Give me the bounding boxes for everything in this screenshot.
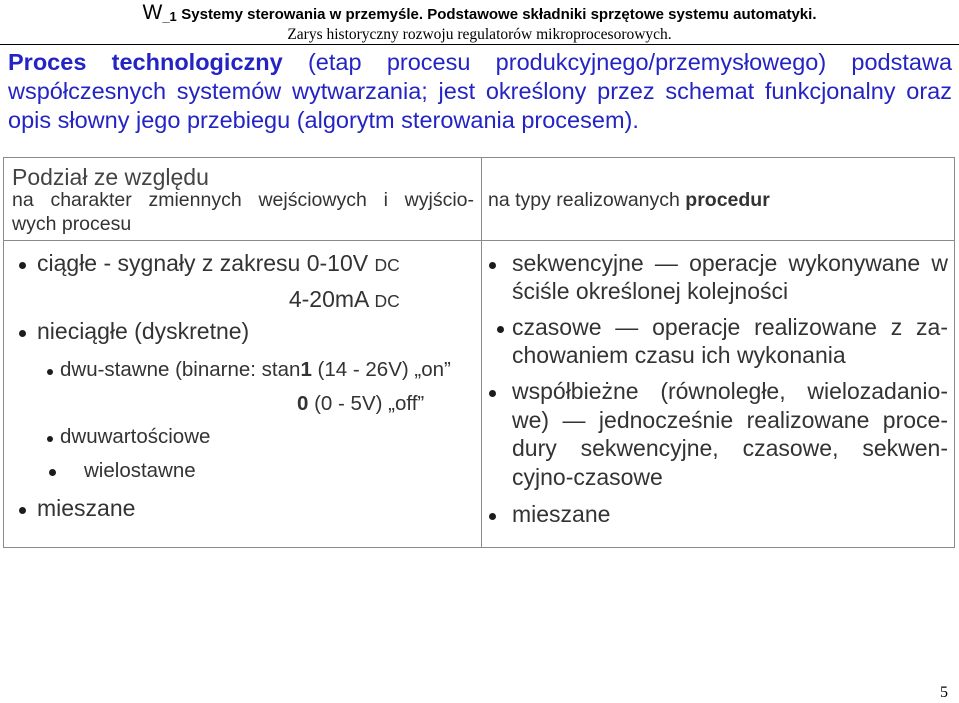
- item-line: we) — jednocześnie realizowane proce-: [512, 406, 948, 433]
- bullet-icon: [489, 390, 496, 397]
- item-line: chowaniem czasu ich wykonania: [512, 342, 846, 368]
- right-header-text: na typy realizowanych: [488, 189, 680, 211]
- intro-line: opis słowny jego przebiegu (algorytm sterowania procesem).: [8, 107, 639, 133]
- continuous-text: ciągłe - sygnały z zakresu 0-10V: [37, 250, 369, 276]
- two-state-on-value: 1: [300, 358, 312, 381]
- intro-line: współczesnych systemów wytwarzania; jest określony przez schemat funkcjonalny oraz: [8, 78, 952, 104]
- intro-text: (etap procesu produkcyjnego/przemysłowego) podstawa: [307, 49, 953, 75]
- list-item-mixed-right: [512, 500, 948, 528]
- bullet-icon: [19, 262, 26, 269]
- two-state-off-value: 0: [297, 392, 309, 415]
- list-item-discrete: nieciągłe (dyskretne): [37, 318, 250, 344]
- list-item-continuous: [37, 246, 400, 318]
- bullet-icon: [49, 469, 56, 476]
- bullet-icon: [19, 507, 26, 514]
- two-state-on-text: (14 - 26V) „on”: [317, 358, 451, 381]
- item-line: cyjno-czasowe: [512, 463, 663, 490]
- chapter-prefix: W: [142, 1, 163, 24]
- header-subtitle: Zarys historyczny rozwoju regulatorów mikroprocesorowych.: [287, 26, 672, 43]
- left-header-line: na charakter zmiennych wejściowych i wyjścio-: [12, 189, 474, 211]
- continuous-unit: DC: [374, 255, 400, 275]
- header-title: Systemy sterowania w przemyśle. Podstawowe składniki sprzętowe systemu automatyki.: [181, 6, 817, 23]
- list-item-timed: [512, 313, 948, 369]
- chapter-index: _1: [162, 9, 177, 24]
- page-header: [0, 2, 959, 28]
- item-line: sekwencyjne — operacje wykonywane w: [512, 250, 948, 276]
- two-state-off-text: (0 - 5V) „off”: [314, 392, 425, 415]
- bullet-icon: [47, 436, 53, 442]
- bullet-icon: [19, 330, 26, 337]
- right-header: [488, 188, 770, 212]
- continuous-alt-range-line: [37, 282, 400, 318]
- list-item-two-valued: dwuwartościowe: [60, 425, 211, 448]
- column-divider: [481, 158, 482, 547]
- classification-table: [3, 157, 955, 548]
- continuous-alt-unit: DC: [374, 291, 400, 311]
- two-state-off-line: [297, 391, 424, 417]
- bullet-icon: [497, 326, 504, 333]
- bullet-icon: [47, 369, 53, 375]
- item-line: dury sekwencyjne, czasowe, sekwen-: [512, 435, 948, 461]
- item-line: ściśle określonej kolejności: [512, 278, 789, 304]
- left-header-line: wych procesu: [12, 213, 132, 235]
- item-line: mieszane: [512, 501, 611, 527]
- item-line: współbieżne (równoległe, wielozadanio-: [512, 378, 948, 404]
- list-item-sequential: [512, 249, 948, 305]
- bullet-icon: [489, 262, 496, 269]
- continuous-range-line: [37, 246, 400, 282]
- right-header-emphasis: procedur: [685, 189, 770, 211]
- two-state-text: dwu-stawne (binarne: stan: [60, 358, 301, 381]
- list-item-concurrent: [512, 377, 948, 491]
- intro-paragraph: [8, 48, 952, 135]
- intro-term: Proces technologiczny: [8, 49, 283, 75]
- header-rule: [0, 44, 959, 45]
- intro-line: [8, 48, 952, 77]
- left-header-description: [12, 188, 474, 236]
- bullet-icon: [489, 513, 496, 520]
- header-row-divider: [4, 240, 954, 241]
- list-item-mixed-left: mieszane: [37, 495, 136, 521]
- list-item-two-state: [60, 357, 451, 383]
- continuous-alt-range: 4-20mA: [288, 286, 369, 312]
- item-line: czasowe — operacje realizowane z za-: [512, 314, 948, 340]
- list-item-multi-state: wielostawne: [84, 459, 196, 482]
- left-header-title: Podział ze względu: [12, 164, 209, 190]
- page-number: 5: [940, 684, 948, 701]
